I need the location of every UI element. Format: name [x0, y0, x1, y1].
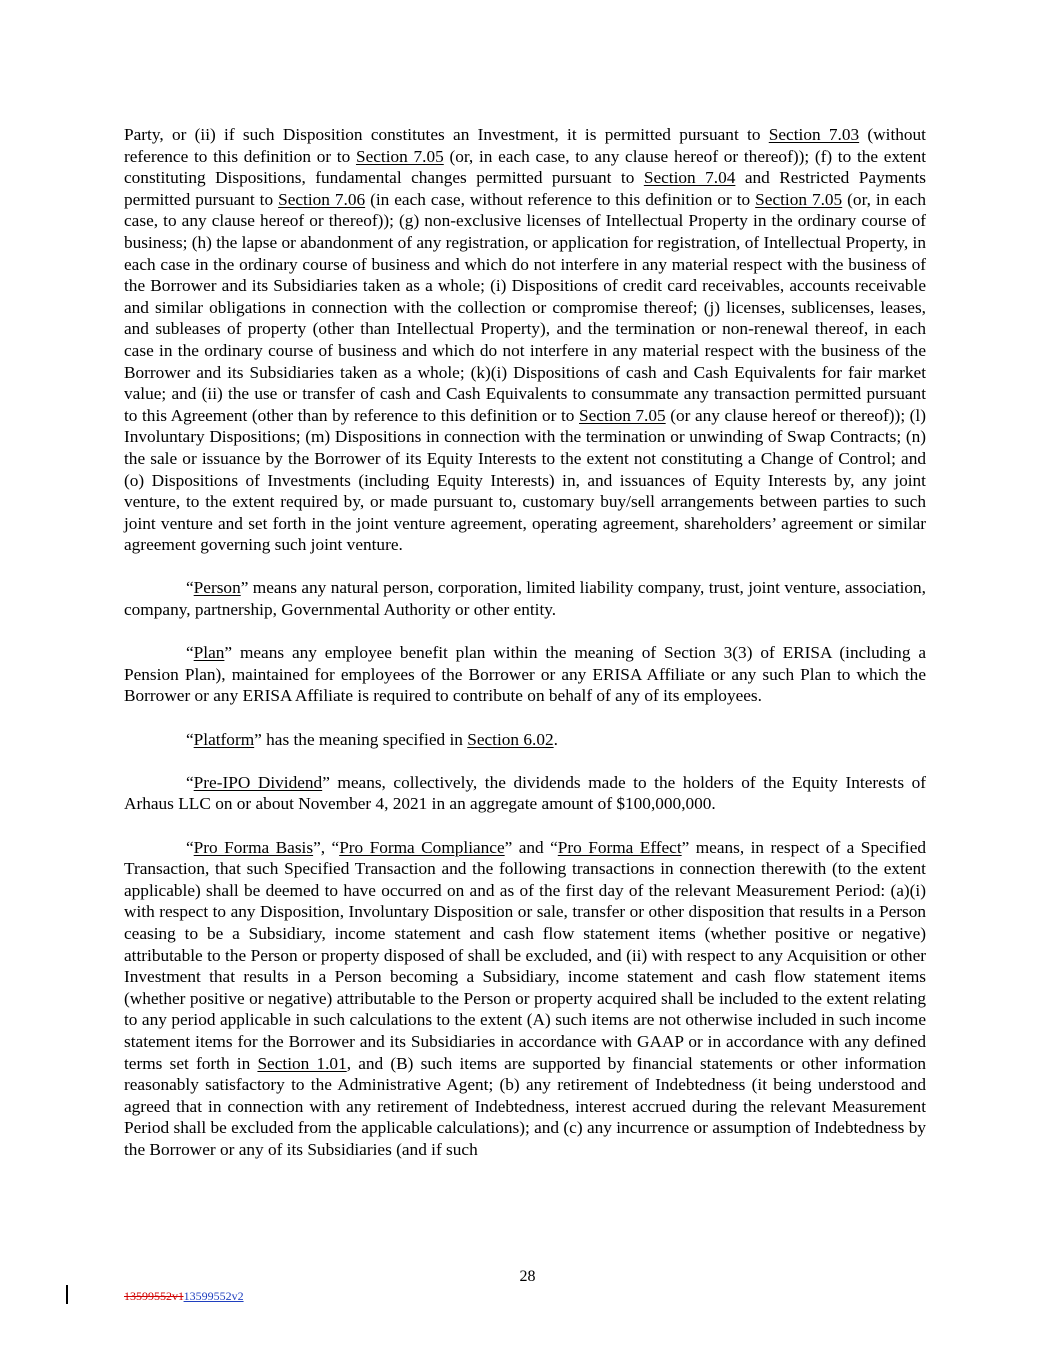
document-id-inserted: 13599552v2 — [183, 1289, 244, 1303]
underlined-term: Pre-IPO Dividend — [193, 772, 323, 792]
document-id-deleted: 13599552v1 — [124, 1289, 184, 1303]
text-run: ” means, collectively, the dividends made to the holders of the Equity Interests of Arhaus LLC on or about November 4, 2021 in an aggregate amount of $100,000,000. — [124, 772, 926, 814]
text-run: “ — [186, 837, 194, 857]
underlined-term: Pro Forma Basis — [193, 837, 314, 857]
page-number: 28 — [519, 1268, 536, 1285]
text-run: ” means, in respect of a Specified Transaction, that such Specified Transaction and the following transactions in connection therewith (to the extent applicable) shall be deemed to have occurred on and as of the first day of the relevant Measurement Period: (a)(i) with respect to any Disposition, Involuntary Disposition or sale, transfer or other disposition that results in a Person ceasing to be a Subsidiary, income statement and cash flow statement items (whether positive or negative) attributable to the Person or property disposed of shall be excluded, and (ii) with respect to any Acquisition or other Investment that results in a Person becoming a Subsidiary, income statement and cash flow statement items (whether positive or negative) attributable to the Person or property acquired shall be included to the extent relating to any period applicable in such calculations to the extent (A) such items are not otherwise included in such income statement items for the Borrower and its Subsidiaries in accordance with GAAP or in accordance with any defined terms set forth in — [124, 837, 927, 1073]
underlined-term: Section 7.03 — [768, 125, 860, 144]
text-run: “ — [186, 578, 194, 598]
underlined-term: Pro Forma Effect — [557, 837, 682, 857]
text-run: ” and “ — [504, 837, 558, 857]
text-run: “ — [186, 772, 194, 792]
underlined-term: Section 7.05 — [355, 146, 444, 166]
text-run: (or, in each case, to any clause hereof or thereof)); (g) non-exclusive licenses of Intellectual Property in the ordinary course of business; (h) the lapse or abandonment of any registration, or application for registration, of Intellectual Property, in each case in the ordinary course of business and which do not interfere in any material respect with the business of the Borrower and its Subsidiaries taken as a whole; (i) Dispositions of credit card receivables, accounts receivable and similar obligations in connection with the collection or compromise thereof; (j) licenses, sublicenses, leases, and subleases of property (other than Intellectual Property), and the termination or non-renewal thereof, in each case in the ordinary course of business and which do not interfere in any material respect with the business of the Borrower and its Subsidiaries taken as a whole; (k)(i) Dispositions of cash and Cash Equivalents for fair market value; and (ii) the use or transfer of cash and Cash Equivalents to consummate any transaction permitted pursuant to this Agreement (other than by reference to this definition or to — [124, 189, 926, 425]
definition-person — [124, 577, 926, 620]
text-run: Party, or (ii) if such Disposition constitutes an Investment, it is permitted pursuant to — [124, 125, 769, 144]
definition-pro-forma-basis — [124, 837, 926, 1161]
text-run: (without reference to this definition or to — [124, 125, 926, 166]
document-id — [124, 1289, 244, 1303]
text-run: “ — [186, 729, 194, 749]
text-run: (or, in each case, to any clause hereof or thereof)); (f) to the extent constituting Dispositions, fundamental changes permitted pursuant to — [124, 146, 927, 188]
underlined-term: Section 7.04 — [643, 168, 736, 188]
text-run: “ — [186, 643, 194, 663]
underlined-term: Section 6.02 — [467, 729, 554, 749]
underlined-term: Section 7.05 — [579, 405, 666, 425]
definition-plan — [124, 642, 926, 707]
text-run: and Restricted Payments permitted pursuant to — [124, 168, 926, 209]
text-run: ” means any natural person, corporation, limited liability company, trust, joint venture, association, company, partnership, Governmental Authority or other entity. — [124, 578, 926, 620]
definition-pre-ipo-dividend — [124, 772, 926, 815]
text-run: (in each case, without reference to this definition or to — [365, 189, 756, 209]
text-run: ” means any employee benefit plan within the meaning of Section 3(3) of ERISA (including a Pension Plan), maintained for employees of the Borrower or any ERISA Affiliate or any such Plan to which the Borrower or any ERISA Affiliate is required to contribute on behalf of any of its employees. — [124, 643, 926, 706]
text-run: (or any clause hereof or thereof)); (l) Involuntary Dispositions; (m) Dispositions in connection with the termination or unwinding of Swap Contracts; (n) the sale or issuance by the Borrower of its Equity Interests to the extent not constituting a Change of Control; and (o) Dispositions of Investments (including Equity Interests) in, and issuances of Equity Interests by, any joint venture, to the extent required by, or made pursuant to, customary buy/sell arrangements between parties to such joint venture and set forth in the joint venture agreement, operating agreement, shareholders’ agreement or similar agreement governing such joint venture. — [124, 405, 926, 555]
underlined-term: Platform — [193, 729, 255, 749]
text-run: ” has the meaning specified in — [254, 729, 468, 749]
text-run: , and (B) such items are supported by financial statements or other information reasonably satisfactory to the Administrative Agent; (b) any retirement of Indebtedness (it being understood and agreed that in connection with any retirement of Indebtedness, interest accrued during the relevant Measurement Period shall be excluded from the applicable calculations); and (c) any incurrence or assumption of Indebtedness by the Borrower or any of its Subsidiaries (and if such — [124, 1053, 926, 1159]
text-run: . — [553, 729, 558, 749]
underlined-term: Section 7.05 — [755, 189, 843, 209]
underlined-term: Plan — [193, 643, 225, 663]
definition-platform — [124, 729, 926, 751]
continued-paragraph — [124, 124, 926, 556]
underlined-term: Person — [193, 578, 241, 598]
document-body — [124, 124, 926, 1182]
underlined-term: Section 1.01 — [257, 1053, 347, 1073]
underlined-term: Pro Forma Compliance — [339, 837, 505, 857]
text-run: ”, “ — [313, 837, 340, 857]
change-bar — [66, 1285, 68, 1304]
underlined-term: Section 7.06 — [278, 189, 366, 209]
